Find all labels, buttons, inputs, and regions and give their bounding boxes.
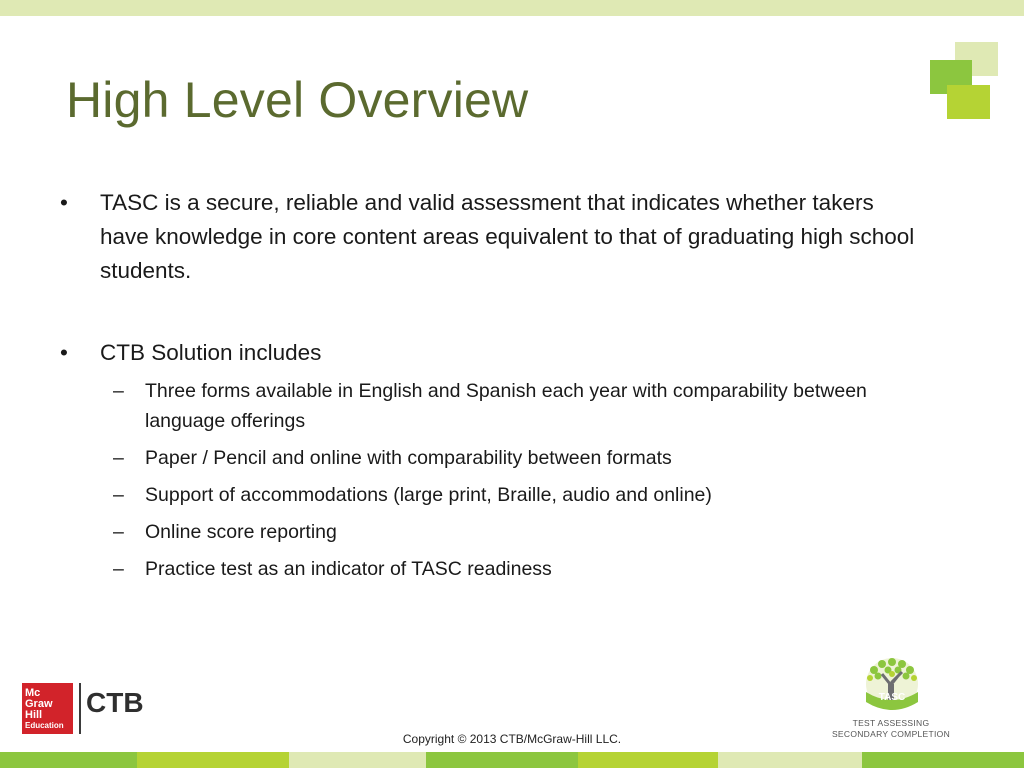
- bullet-item: [60, 186, 920, 288]
- logo-divider: [79, 683, 81, 734]
- sub-bullet-item: [113, 443, 935, 473]
- copyright-text: Copyright © 2013 CTB/McGraw-Hill LLC.: [402, 732, 622, 746]
- bullet-marker: •: [60, 190, 68, 215]
- sub-bullet-text: Support of accommodations (large print, Braille, audio and online): [145, 484, 712, 506]
- top-accent-band: [0, 0, 1024, 16]
- sub-bullet-marker: –: [113, 447, 124, 469]
- sub-bullet-marker: –: [113, 484, 124, 506]
- sub-bullet-marker: –: [113, 380, 124, 402]
- bullet-marker: •: [60, 340, 68, 365]
- ctb-logo-text: CTB: [86, 687, 144, 718]
- sub-bullet-item: [113, 517, 935, 547]
- sub-bullet-text: Paper / Pencil and online with comparability between formats: [145, 447, 672, 469]
- bullet-text: CTB Solution includes: [100, 340, 322, 365]
- tasc-badge-text: TASC: [878, 692, 906, 703]
- mcgraw-hill-logo: Mc Graw Hill Education: [22, 683, 73, 734]
- bullet-text: TASC is a secure, reliable and valid assessment that indicates whether takers have knowledge in core content areas equivalent to that of graduating high school students.: [100, 190, 915, 283]
- sub-bullet-text: Practice test as an indicator of TASC readiness: [145, 558, 552, 580]
- sub-bullet-item: [113, 376, 935, 436]
- sub-bullet-marker: –: [113, 521, 124, 543]
- sub-bullet-item: [113, 554, 935, 584]
- sub-bullet-marker: –: [113, 558, 124, 580]
- sub-bullet-text: Three forms available in English and Spanish each year with comparability between language offerings: [145, 380, 867, 432]
- sub-bullet-text: Online score reporting: [145, 521, 337, 543]
- sub-bullet-item: [113, 480, 935, 510]
- bullet-item: [60, 336, 920, 370]
- tasc-tagline: TEST ASSESSING SECONDARY COMPLETION: [831, 718, 951, 739]
- slide-title: High Level Overview: [66, 72, 529, 128]
- bottom-accent-band: [0, 752, 1024, 768]
